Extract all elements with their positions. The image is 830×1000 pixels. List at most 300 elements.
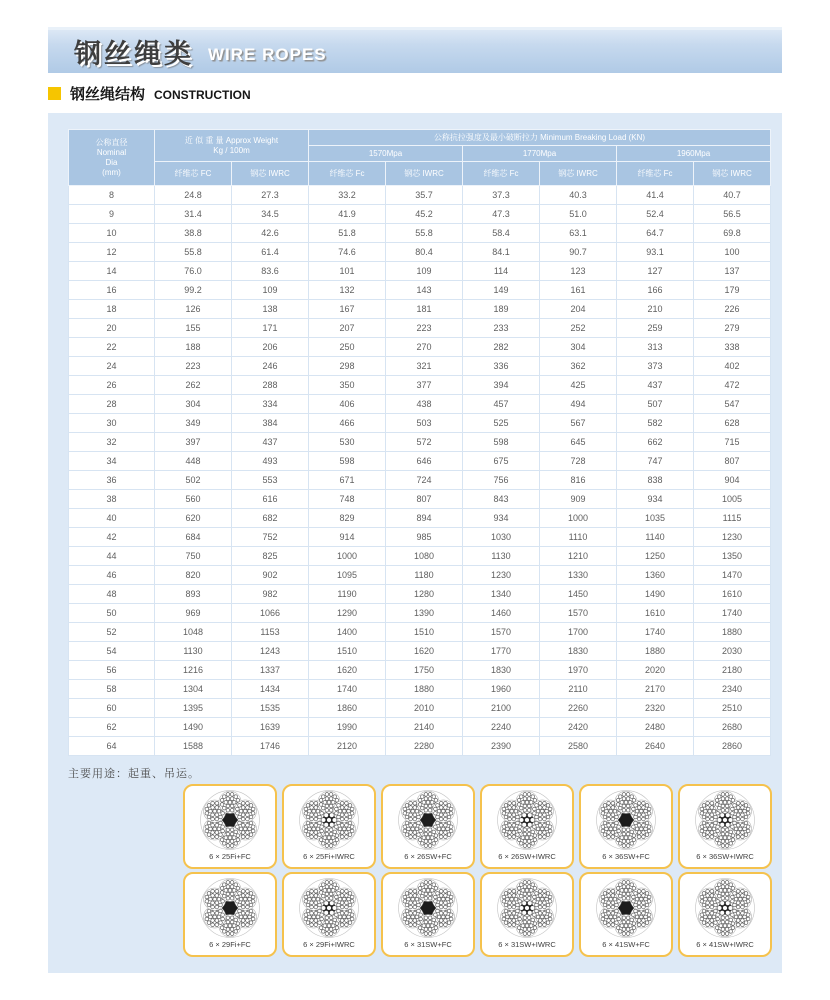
cell-value: 2240 (463, 718, 540, 737)
cell-value: 671 (309, 471, 386, 490)
cell-nominal-dia: 40 (69, 509, 155, 528)
banner-title-zh: 钢丝绳类 (74, 39, 194, 69)
cell-value: 349 (155, 414, 232, 433)
cell-value: 38.8 (155, 224, 232, 243)
cell-nominal-dia: 10 (69, 224, 155, 243)
cell-value: 1115 (694, 509, 771, 528)
cell-value: 616 (232, 490, 309, 509)
cell-value: 628 (694, 414, 771, 433)
cell-nominal-dia: 18 (69, 300, 155, 319)
table-row (69, 338, 771, 357)
cell-value: 1000 (309, 547, 386, 566)
cell-value: 1330 (540, 566, 617, 585)
rope-diagram-card (579, 784, 673, 869)
cell-value: 2170 (617, 680, 694, 699)
construction-diagrams (183, 784, 772, 957)
cell-value: 41.9 (309, 205, 386, 224)
cell-value: 40.3 (540, 186, 617, 205)
cell-value: 620 (155, 509, 232, 528)
cell-value: 51.8 (309, 224, 386, 243)
cell-value: 2100 (463, 699, 540, 718)
cell-value: 904 (694, 471, 771, 490)
cell-value: 457 (463, 395, 540, 414)
header-nominal-dia-en1: Nominal (96, 147, 127, 157)
rope-diagram-label: 6 × 29Fi+IWRC (303, 940, 355, 949)
table-row (69, 699, 771, 718)
cell-value: 373 (617, 357, 694, 376)
cell-value: 2030 (694, 642, 771, 661)
cell-value: 1620 (386, 642, 463, 661)
cell-value: 204 (540, 300, 617, 319)
cell-value: 1140 (617, 528, 694, 547)
table-row (69, 281, 771, 300)
cell-value: 1570 (540, 604, 617, 623)
cell-nominal-dia: 42 (69, 528, 155, 547)
cell-value: 934 (463, 509, 540, 528)
cell-value: 1434 (232, 680, 309, 699)
table-row (69, 243, 771, 262)
cell-value: 662 (617, 433, 694, 452)
rope-diagram-card (282, 872, 376, 957)
cell-value: 2340 (694, 680, 771, 699)
cell-value: 1588 (155, 737, 232, 756)
cell-value: 567 (540, 414, 617, 433)
cell-value: 894 (386, 509, 463, 528)
cell-value: 553 (232, 471, 309, 490)
header-nominal-dia (69, 130, 155, 186)
cell-value: 1860 (309, 699, 386, 718)
cell-value: 1740 (694, 604, 771, 623)
cell-value: 377 (386, 376, 463, 395)
cell-value: 138 (232, 300, 309, 319)
rope-diagram-label: 6 × 29Fi+FC (209, 940, 251, 949)
cell-value: 2020 (617, 661, 694, 680)
rope-diagram-label: 6 × 25Fi+FC (209, 852, 251, 861)
table-row (69, 661, 771, 680)
cell-value: 35.7 (386, 186, 463, 205)
cell-value: 1360 (617, 566, 694, 585)
cell-value: 2420 (540, 718, 617, 737)
table-row (69, 300, 771, 319)
rope-cross-section-iwrc-image (694, 789, 756, 851)
cell-value: 437 (617, 376, 694, 395)
cell-value: 161 (540, 281, 617, 300)
cell-value: 1066 (232, 604, 309, 623)
cell-value: 155 (155, 319, 232, 338)
cell-value: 223 (155, 357, 232, 376)
cell-value: 472 (694, 376, 771, 395)
rope-cross-section-fc-image (595, 789, 657, 851)
cell-value: 598 (463, 433, 540, 452)
cell-value: 1095 (309, 566, 386, 585)
rope-diagram-label: 6 × 36SW+IWRC (696, 852, 754, 861)
cell-value: 279 (694, 319, 771, 338)
cell-value: 525 (463, 414, 540, 433)
cell-value: 1130 (463, 547, 540, 566)
cell-value: 1490 (155, 718, 232, 737)
cell-value: 58.4 (463, 224, 540, 243)
cell-value: 336 (463, 357, 540, 376)
cell-value: 893 (155, 585, 232, 604)
cell-value: 645 (540, 433, 617, 452)
rope-diagram-label: 6 × 41SW+IWRC (696, 940, 754, 949)
cell-value: 750 (155, 547, 232, 566)
cell-value: 909 (540, 490, 617, 509)
cell-value: 132 (309, 281, 386, 300)
cell-value: 934 (617, 490, 694, 509)
cell-value: 807 (386, 490, 463, 509)
cell-value: 728 (540, 452, 617, 471)
cell-value: 530 (309, 433, 386, 452)
cell-value: 1490 (617, 585, 694, 604)
header-weight-fc: 纤维芯 FC (155, 162, 232, 186)
cell-value: 41.4 (617, 186, 694, 205)
rope-diagram-label: 6 × 31SW+IWRC (498, 940, 556, 949)
rope-cross-section-fc-image (397, 789, 459, 851)
rope-diagram-label: 6 × 31SW+FC (404, 940, 452, 949)
cell-value: 233 (463, 319, 540, 338)
cell-value: 1740 (309, 680, 386, 699)
cell-value: 1216 (155, 661, 232, 680)
cell-nominal-dia: 56 (69, 661, 155, 680)
cell-value: 84.1 (463, 243, 540, 262)
table-row (69, 528, 771, 547)
cell-nominal-dia: 8 (69, 186, 155, 205)
cell-value: 1740 (617, 623, 694, 642)
cell-nominal-dia: 14 (69, 262, 155, 281)
table-row (69, 433, 771, 452)
cell-value: 206 (232, 338, 309, 357)
cell-value: 682 (232, 509, 309, 528)
cell-value: 715 (694, 433, 771, 452)
cell-value: 1304 (155, 680, 232, 699)
cell-value: 1030 (463, 528, 540, 547)
cell-value: 985 (386, 528, 463, 547)
cell-value: 262 (155, 376, 232, 395)
cell-value: 69.8 (694, 224, 771, 243)
cell-value: 829 (309, 509, 386, 528)
header-mpa-1570: 1570Mpa (309, 146, 463, 162)
cell-nominal-dia: 28 (69, 395, 155, 414)
cell-value: 1535 (232, 699, 309, 718)
cell-value: 1340 (463, 585, 540, 604)
rope-diagram-card (282, 784, 376, 869)
cell-nominal-dia: 50 (69, 604, 155, 623)
cell-nominal-dia: 36 (69, 471, 155, 490)
cell-value: 1460 (463, 604, 540, 623)
table-row (69, 642, 771, 661)
table-row (69, 566, 771, 585)
cell-value: 1005 (694, 490, 771, 509)
cell-value: 724 (386, 471, 463, 490)
header-1770-fc: 纤维芯 Fc (463, 162, 540, 186)
cell-value: 752 (232, 528, 309, 547)
cell-value: 425 (540, 376, 617, 395)
cell-value: 1830 (463, 661, 540, 680)
cell-value: 560 (155, 490, 232, 509)
cell-value: 394 (463, 376, 540, 395)
cell-value: 838 (617, 471, 694, 490)
section-heading (48, 83, 251, 104)
cell-nominal-dia: 60 (69, 699, 155, 718)
cell-value: 1230 (694, 528, 771, 547)
cell-value: 2860 (694, 737, 771, 756)
cell-value: 1130 (155, 642, 232, 661)
rope-diagram-label: 6 × 25Fi+IWRC (303, 852, 355, 861)
rope-cross-section-fc-image (199, 789, 261, 851)
cell-value: 1230 (463, 566, 540, 585)
table-row (69, 452, 771, 471)
cell-value: 825 (232, 547, 309, 566)
cell-value: 252 (540, 319, 617, 338)
cell-value: 99.2 (155, 281, 232, 300)
table-row (69, 680, 771, 699)
cell-value: 402 (694, 357, 771, 376)
cell-value: 820 (155, 566, 232, 585)
cell-value: 1970 (540, 661, 617, 680)
cell-value: 1048 (155, 623, 232, 642)
table-row (69, 585, 771, 604)
cell-value: 2180 (694, 661, 771, 680)
cell-value: 143 (386, 281, 463, 300)
cell-value: 1610 (694, 585, 771, 604)
cell-value: 1746 (232, 737, 309, 756)
usage-note: 主要用途：起重、吊运。 (68, 768, 200, 780)
cell-value: 969 (155, 604, 232, 623)
section-title-en: CONSTRUCTION (154, 87, 251, 102)
cell-value: 1450 (540, 585, 617, 604)
table-row (69, 547, 771, 566)
cell-value: 843 (463, 490, 540, 509)
cell-value: 1280 (386, 585, 463, 604)
cell-value: 437 (232, 433, 309, 452)
cell-value: 179 (694, 281, 771, 300)
cell-value: 493 (232, 452, 309, 471)
rope-diagram-card (579, 872, 673, 957)
header-nominal-dia-unit: (mm) (102, 167, 121, 177)
section-title-zh: 钢丝绳结构 (70, 86, 146, 103)
cell-value: 494 (540, 395, 617, 414)
cell-value: 1750 (386, 661, 463, 680)
cell-value: 2480 (617, 718, 694, 737)
cell-nominal-dia: 12 (69, 243, 155, 262)
cell-value: 210 (617, 300, 694, 319)
header-1770-iwrc: 钢芯 IWRC (540, 162, 617, 186)
table-row (69, 319, 771, 338)
cell-value: 1470 (694, 566, 771, 585)
cell-value: 1035 (617, 509, 694, 528)
cell-value: 338 (694, 338, 771, 357)
table-row (69, 262, 771, 281)
cell-nominal-dia: 44 (69, 547, 155, 566)
cell-value: 1153 (232, 623, 309, 642)
cell-value: 24.8 (155, 186, 232, 205)
cell-value: 149 (463, 281, 540, 300)
cell-value: 282 (463, 338, 540, 357)
cell-value: 61.4 (232, 243, 309, 262)
cell-value: 226 (694, 300, 771, 319)
rope-cross-section-fc-image (199, 877, 261, 939)
cell-value: 109 (386, 262, 463, 281)
cell-value: 1250 (617, 547, 694, 566)
header-approx-weight-line1: 近 似 重 量 Approx Weight (184, 135, 279, 145)
cell-value: 1390 (386, 604, 463, 623)
cell-value: 126 (155, 300, 232, 319)
rope-cross-section-iwrc-image (694, 877, 756, 939)
cell-value: 982 (232, 585, 309, 604)
cell-value: 1620 (309, 661, 386, 680)
rope-diagram-card (480, 784, 574, 869)
cell-value: 1243 (232, 642, 309, 661)
cell-nominal-dia: 46 (69, 566, 155, 585)
cell-value: 807 (694, 452, 771, 471)
table-row (69, 186, 771, 205)
table-row (69, 205, 771, 224)
cell-value: 1350 (694, 547, 771, 566)
header-approx-weight-line2: Kg / 100m (213, 145, 250, 155)
cell-value: 298 (309, 357, 386, 376)
cell-value: 181 (386, 300, 463, 319)
cell-value: 40.7 (694, 186, 771, 205)
cell-nominal-dia: 24 (69, 357, 155, 376)
cell-value: 503 (386, 414, 463, 433)
cell-value: 2680 (694, 718, 771, 737)
cell-value: 2640 (617, 737, 694, 756)
cell-value: 1990 (309, 718, 386, 737)
cell-value: 1395 (155, 699, 232, 718)
rope-diagram-card (381, 872, 475, 957)
rope-diagram-card (480, 872, 574, 957)
cell-value: 166 (617, 281, 694, 300)
cell-nominal-dia: 16 (69, 281, 155, 300)
table-row (69, 471, 771, 490)
rope-diagram-card (678, 872, 772, 957)
cell-nominal-dia: 9 (69, 205, 155, 224)
cell-value: 1337 (232, 661, 309, 680)
content-panel (48, 113, 782, 973)
cell-value: 914 (309, 528, 386, 547)
cell-nominal-dia: 30 (69, 414, 155, 433)
cell-value: 313 (617, 338, 694, 357)
cell-value: 816 (540, 471, 617, 490)
cell-value: 37.3 (463, 186, 540, 205)
cell-value: 1880 (617, 642, 694, 661)
cell-value: 466 (309, 414, 386, 433)
table-row (69, 490, 771, 509)
cell-value: 1510 (309, 642, 386, 661)
cell-value: 406 (309, 395, 386, 414)
cell-value: 34.5 (232, 205, 309, 224)
cell-value: 1180 (386, 566, 463, 585)
cell-value: 582 (617, 414, 694, 433)
cell-value: 448 (155, 452, 232, 471)
rope-diagram-label: 6 × 26SW+FC (404, 852, 452, 861)
cell-value: 33.2 (309, 186, 386, 205)
rope-diagram-card (381, 784, 475, 869)
cell-nominal-dia: 62 (69, 718, 155, 737)
cell-value: 598 (309, 452, 386, 471)
cell-value: 127 (617, 262, 694, 281)
cell-value: 1210 (540, 547, 617, 566)
cell-value: 109 (232, 281, 309, 300)
cell-value: 42.6 (232, 224, 309, 243)
header-mpa-1770: 1770Mpa (463, 146, 617, 162)
table-row (69, 395, 771, 414)
cell-value: 572 (386, 433, 463, 452)
cell-value: 1700 (540, 623, 617, 642)
cell-value: 684 (155, 528, 232, 547)
cell-value: 748 (309, 490, 386, 509)
table-row (69, 604, 771, 623)
cell-value: 123 (540, 262, 617, 281)
cell-value: 1290 (309, 604, 386, 623)
cell-value: 1639 (232, 718, 309, 737)
cell-nominal-dia: 52 (69, 623, 155, 642)
cell-value: 675 (463, 452, 540, 471)
cell-value: 1400 (309, 623, 386, 642)
cell-value: 246 (232, 357, 309, 376)
cell-value: 1880 (386, 680, 463, 699)
header-approx-weight (155, 130, 309, 162)
cell-value: 2390 (463, 737, 540, 756)
header-weight-iwrc: 钢芯 IWRC (232, 162, 309, 186)
cell-value: 83.6 (232, 262, 309, 281)
cell-value: 223 (386, 319, 463, 338)
cell-value: 100 (694, 243, 771, 262)
cell-nominal-dia: 32 (69, 433, 155, 452)
cell-value: 76.0 (155, 262, 232, 281)
rope-cross-section-iwrc-image (496, 877, 558, 939)
cell-value: 384 (232, 414, 309, 433)
cell-nominal-dia: 64 (69, 737, 155, 756)
table-row (69, 376, 771, 395)
cell-value: 2260 (540, 699, 617, 718)
rope-cross-section-iwrc-image (298, 877, 360, 939)
cell-value: 747 (617, 452, 694, 471)
cell-value: 2280 (386, 737, 463, 756)
cell-value: 55.8 (155, 243, 232, 262)
cell-value: 1190 (309, 585, 386, 604)
table-row (69, 224, 771, 243)
cell-value: 1510 (386, 623, 463, 642)
cell-value: 1770 (463, 642, 540, 661)
rope-diagram-label: 6 × 41SW+FC (602, 940, 650, 949)
cell-value: 74.6 (309, 243, 386, 262)
yellow-bullet-icon (48, 87, 61, 100)
cell-value: 171 (232, 319, 309, 338)
cell-value: 2510 (694, 699, 771, 718)
header-mpa-1960: 1960Mpa (617, 146, 771, 162)
page-banner (48, 27, 782, 73)
cell-value: 1570 (463, 623, 540, 642)
cell-value: 259 (617, 319, 694, 338)
table-row (69, 737, 771, 756)
cell-value: 1110 (540, 528, 617, 547)
header-nominal-dia-en2: Dia (105, 157, 118, 167)
table-row (69, 718, 771, 737)
cell-value: 547 (694, 395, 771, 414)
cell-value: 270 (386, 338, 463, 357)
cell-value: 2110 (540, 680, 617, 699)
cell-value: 756 (463, 471, 540, 490)
cell-value: 114 (463, 262, 540, 281)
header-1960-fc: 纤维芯 Fc (617, 162, 694, 186)
cell-value: 902 (232, 566, 309, 585)
cell-value: 362 (540, 357, 617, 376)
cell-nominal-dia: 20 (69, 319, 155, 338)
cell-value: 207 (309, 319, 386, 338)
cell-value: 1960 (463, 680, 540, 699)
